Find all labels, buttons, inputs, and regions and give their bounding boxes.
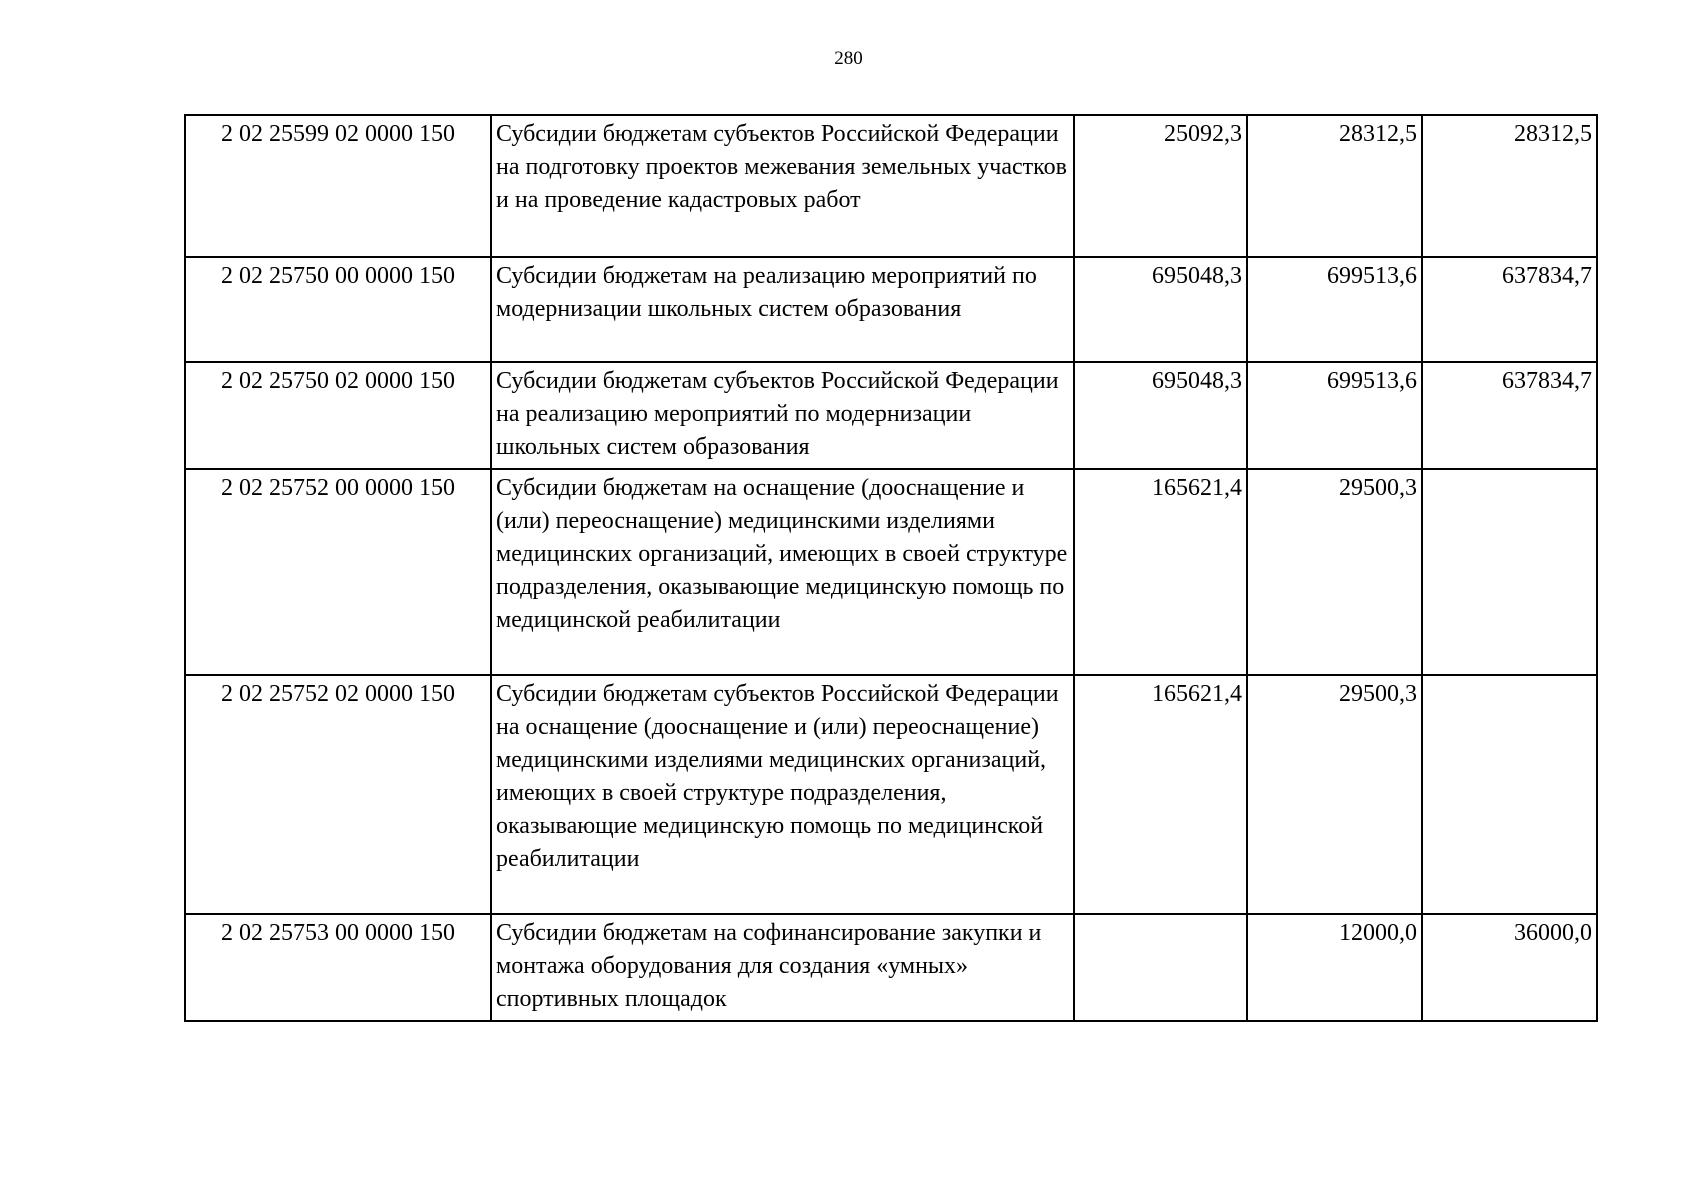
amount-year1-cell: 695048,3 (1074, 257, 1247, 362)
budget-table (184, 114, 1598, 1022)
description-cell: Субсидии бюджетам на реализацию мероприятий по модернизации школьных систем образования (491, 257, 1074, 362)
amount-year3-cell: 637834,7 (1422, 362, 1597, 469)
budget-code-cell: 2 02 25750 00 0000 150 (185, 257, 491, 362)
table-row (185, 914, 1597, 1021)
table-row (185, 675, 1597, 914)
amount-year1-cell (1074, 914, 1247, 1021)
budget-code-cell: 2 02 25750 02 0000 150 (185, 362, 491, 469)
amount-year2-cell: 29500,3 (1247, 469, 1422, 675)
amount-year2-cell: 699513,6 (1247, 362, 1422, 469)
table-row (185, 362, 1597, 469)
amount-year2-cell: 12000,0 (1247, 914, 1422, 1021)
budget-code-cell: 2 02 25752 00 0000 150 (185, 469, 491, 675)
table-row (185, 257, 1597, 362)
budget-code-cell: 2 02 25753 00 0000 150 (185, 914, 491, 1021)
amount-year1-cell: 165621,4 (1074, 675, 1247, 914)
amount-year2-cell: 28312,5 (1247, 115, 1422, 257)
amount-year1-cell: 25092,3 (1074, 115, 1247, 257)
amount-year2-cell: 29500,3 (1247, 675, 1422, 914)
description-cell: Субсидии бюджетам на оснащение (дооснащение и (или) переоснащение) медицинскими изделиями медицинских организаций, имеющих в своей структуре подразделения, оказывающие медицинскую помощь по медицинской реабилитации (491, 469, 1074, 675)
amount-year3-cell (1422, 469, 1597, 675)
amount-year2-cell: 699513,6 (1247, 257, 1422, 362)
description-cell: Субсидии бюджетам субъектов Российской Федерации на подготовку проектов межевания земельных участков и на проведение кадастровых работ (491, 115, 1074, 257)
amount-year3-cell: 36000,0 (1422, 914, 1597, 1021)
table-row (185, 115, 1597, 257)
budget-code-cell: 2 02 25752 02 0000 150 (185, 675, 491, 914)
budget-code-cell: 2 02 25599 02 0000 150 (185, 115, 491, 257)
amount-year3-cell: 637834,7 (1422, 257, 1597, 362)
page-number: 280 (834, 48, 863, 69)
amount-year1-cell: 165621,4 (1074, 469, 1247, 675)
description-cell: Субсидии бюджетам на софинансирование закупки и монтажа оборудования для создания «умных» спортивных площадок (491, 914, 1074, 1021)
amount-year3-cell (1422, 675, 1597, 914)
table-row (185, 469, 1597, 675)
description-cell: Субсидии бюджетам субъектов Российской Федерации на реализацию мероприятий по модернизации школьных систем образования (491, 362, 1074, 469)
description-cell: Субсидии бюджетам субъектов Российской Федерации на оснащение (дооснащение и (или) переоснащение) медицинскими изделиями медицинских организаций, имеющих в своей структуре подразделения, оказывающие медицинскую помощь по медицинской реабилитации (491, 675, 1074, 914)
amount-year1-cell: 695048,3 (1074, 362, 1247, 469)
amount-year3-cell: 28312,5 (1422, 115, 1597, 257)
